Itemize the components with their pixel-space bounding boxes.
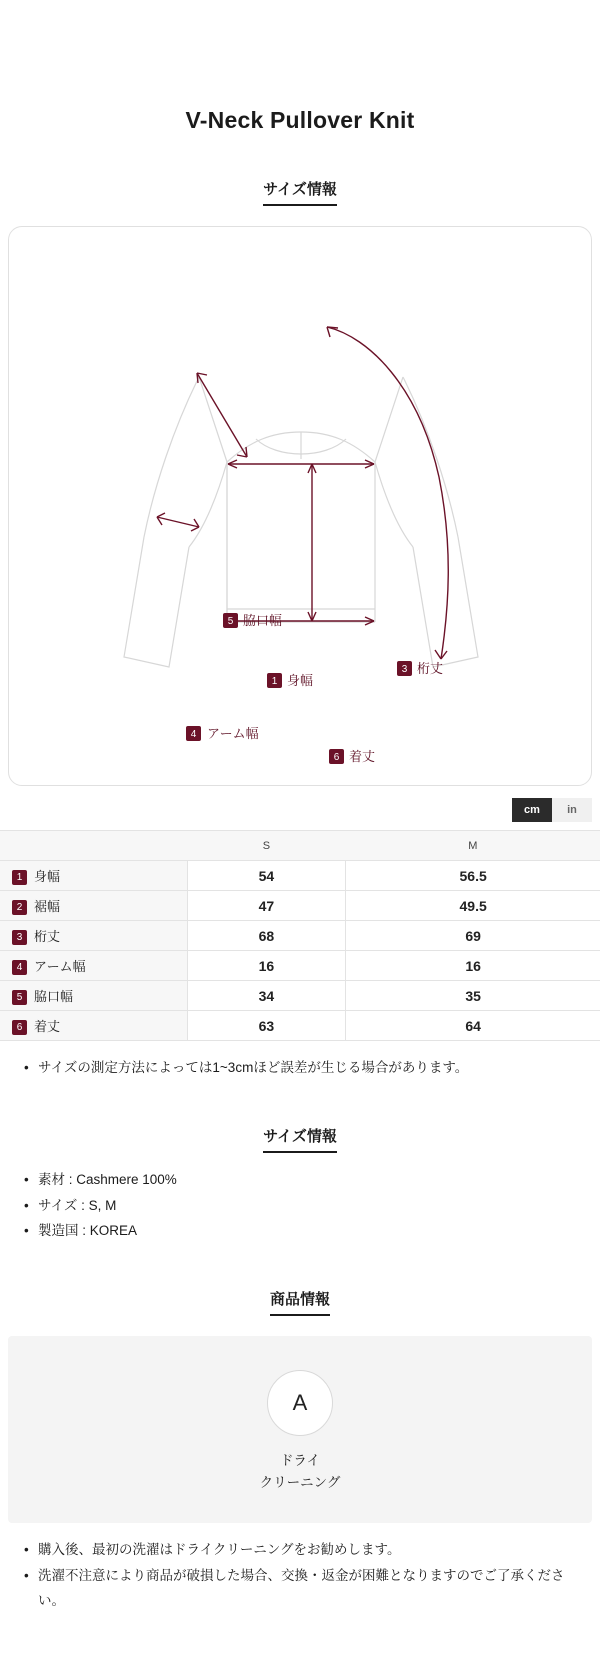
diagram-label-group-5 (223, 613, 282, 628)
list-item: • 購入後、最初の洗濯はドライクリーニングをお勧めします。 (24, 1537, 582, 1563)
unit-toggle[interactable] (0, 798, 592, 822)
table-row (0, 1011, 600, 1041)
list-item: • サイズの測定方法によっては1~3cmほど誤差が生じる場合があります。 (24, 1055, 582, 1081)
row-number-badge: 3 (12, 930, 27, 945)
section-heading-product-info (0, 1288, 600, 1316)
diagram-label-group-4 (186, 726, 259, 741)
list-item: • サイズ : S, M (24, 1193, 582, 1219)
table-cell-s: 16 (187, 951, 346, 981)
size-note-list (0, 1055, 600, 1081)
table-cell-s: 34 (187, 981, 346, 1011)
row-label-text: アーム幅 (34, 959, 86, 975)
svg-text:着丈: 着丈 (349, 749, 376, 765)
diagram-label-group-6 (329, 749, 375, 764)
table-row-label (0, 1011, 187, 1041)
section-heading-size-info-2-label: サイズ情報 (263, 1125, 337, 1153)
garment-diagram (8, 226, 592, 786)
care-label-line2: クリーニング (259, 1474, 341, 1490)
diagram-label-group-3 (397, 661, 443, 676)
row-label-text: 裾幅 (34, 899, 61, 915)
table-row-label (0, 861, 187, 891)
table-cell-s: 68 (187, 921, 346, 951)
section-heading-size-info (0, 178, 600, 206)
svg-text:6: 6 (333, 752, 340, 764)
table-header-m: M (346, 831, 600, 861)
unit-button-in[interactable]: in (552, 798, 592, 822)
row-label-text: 着丈 (34, 1019, 61, 1035)
list-item: • 素材 : Cashmere 100% (24, 1167, 582, 1193)
table-cell-s: 47 (187, 891, 346, 921)
row-number-badge: 2 (12, 900, 27, 915)
care-instruction-box (8, 1336, 592, 1523)
row-number-badge: 4 (12, 960, 27, 975)
table-cell-m: 56.5 (346, 861, 600, 891)
svg-text:4: 4 (190, 729, 197, 741)
row-number-badge: 6 (12, 1020, 27, 1035)
page-title: V-Neck Pullover Knit (185, 107, 415, 134)
table-cell-m: 16 (346, 951, 600, 981)
svg-text:桁丈: 桁丈 (417, 661, 444, 677)
row-label-text: 脇口幅 (34, 989, 74, 1005)
table-cell-m: 69 (346, 921, 600, 951)
size-table (0, 830, 600, 1041)
table-row-label (0, 921, 187, 951)
section-heading-product-info-label: 商品情報 (270, 1288, 330, 1316)
unit-button-cm[interactable]: cm (512, 798, 552, 822)
table-cell-m: 49.5 (346, 891, 600, 921)
table-row (0, 981, 600, 1011)
section-heading-size-info-label: サイズ情報 (263, 178, 337, 206)
dry-clean-symbol: A (292, 1389, 308, 1415)
dry-clean-icon (267, 1370, 333, 1436)
table-row-label (0, 891, 187, 921)
spec-list (0, 1167, 600, 1244)
row-number-badge: 5 (12, 990, 27, 1005)
list-item: • 製造国 : KOREA (24, 1218, 582, 1244)
section-heading-size-info-2 (0, 1125, 600, 1153)
svg-text:脇口幅: 脇口幅 (243, 613, 283, 629)
care-label (8, 1450, 592, 1493)
table-cell-s: 63 (187, 1011, 346, 1041)
table-row-label (0, 951, 187, 981)
svg-text:アーム幅: アーム幅 (207, 726, 259, 742)
table-header-s: S (187, 831, 346, 861)
svg-text:1: 1 (271, 676, 278, 688)
list-item: • 洗濯不注意により商品が破損した場合、交換・返金が困難となりますのでご了承ください。 (24, 1563, 582, 1614)
table-cell-m: 35 (346, 981, 600, 1011)
table-row (0, 951, 600, 981)
table-cell-s: 54 (187, 861, 346, 891)
svg-text:5: 5 (227, 616, 234, 628)
table-row (0, 891, 600, 921)
row-label-text: 身幅 (34, 869, 61, 885)
table-cell-m: 64 (346, 1011, 600, 1041)
svg-text:3: 3 (401, 664, 408, 676)
svg-text:身幅: 身幅 (287, 673, 314, 689)
table-row (0, 921, 600, 951)
care-label-line1: ドライ (279, 1452, 321, 1468)
row-label-text: 桁丈 (34, 929, 61, 945)
row-number-badge: 1 (12, 870, 27, 885)
table-header-row (0, 831, 600, 861)
diagram-label-group-1 (267, 673, 313, 688)
care-note-list (0, 1537, 600, 1614)
table-row (0, 861, 600, 891)
table-header-blank (0, 831, 187, 861)
table-row-label (0, 981, 187, 1011)
